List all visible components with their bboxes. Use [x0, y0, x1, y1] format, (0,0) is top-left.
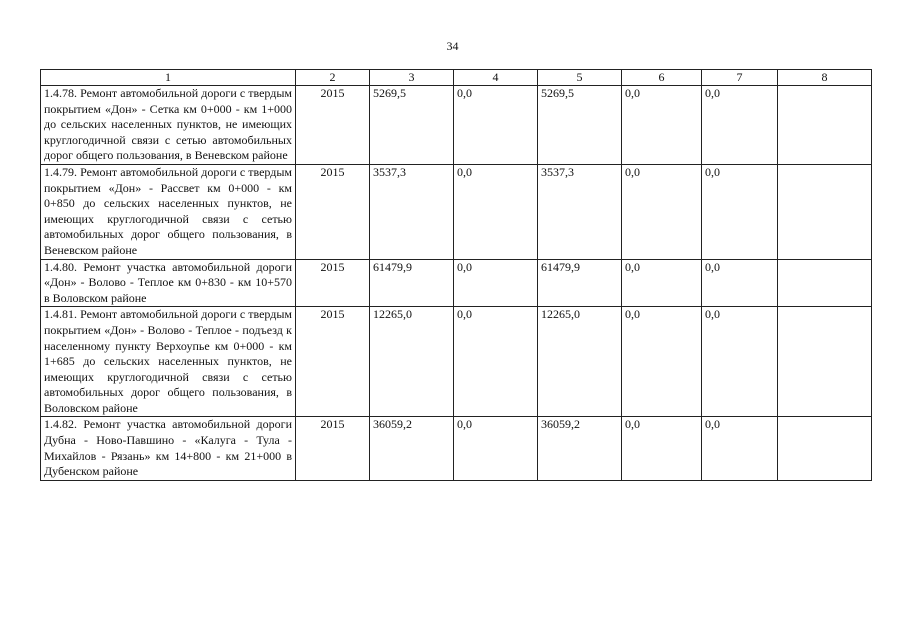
row-description: 1.4.82. Ремонт участка автомобильной дороги Дубна - Ново-Павшино - «Калуга - Тула - Михайлов - Рязань» км 14+800 - км 21+000 в Дубенском районе	[41, 417, 296, 480]
column-header-2: 2	[296, 70, 370, 86]
row-col7: 0,0	[702, 259, 778, 307]
row-col8	[778, 86, 872, 165]
row-col3: 61479,9	[370, 259, 454, 307]
row-col7: 0,0	[702, 417, 778, 480]
row-col4: 0,0	[454, 164, 538, 259]
column-header-1: 1	[41, 70, 296, 86]
table-row	[41, 259, 872, 307]
row-description: 1.4.80. Ремонт участка автомобильной дороги «Дон» - Волово - Теплое км 0+830 - км 10+570 в Воловском районе	[41, 259, 296, 307]
table-row	[41, 307, 872, 417]
row-col4: 0,0	[454, 86, 538, 165]
row-col6: 0,0	[622, 417, 702, 480]
row-col6: 0,0	[622, 307, 702, 417]
row-year: 2015	[296, 164, 370, 259]
column-header-5: 5	[538, 70, 622, 86]
column-header-8: 8	[778, 70, 872, 86]
row-year: 2015	[296, 417, 370, 480]
row-col8	[778, 307, 872, 417]
row-year: 2015	[296, 259, 370, 307]
row-col8	[778, 164, 872, 259]
row-col7: 0,0	[702, 307, 778, 417]
row-col5: 5269,5	[538, 86, 622, 165]
row-col3: 12265,0	[370, 307, 454, 417]
row-year: 2015	[296, 307, 370, 417]
row-col3: 36059,2	[370, 417, 454, 480]
page-number: 34	[446, 39, 459, 53]
column-header-3: 3	[370, 70, 454, 86]
table-row	[41, 86, 872, 165]
row-col3: 5269,5	[370, 86, 454, 165]
row-col8	[778, 417, 872, 480]
row-description: 1.4.78. Ремонт автомобильной дороги с твердым покрытием «Дон» - Сетка км 0+000 - км 1+000 до сельских населенных пунктов, не имеющих круглогодичной связи с сетью автомобильных дорог общего пользования, в Веневском районе	[41, 86, 296, 165]
row-col5: 36059,2	[538, 417, 622, 480]
column-header-7: 7	[702, 70, 778, 86]
table-row	[41, 164, 872, 259]
row-col6: 0,0	[622, 259, 702, 307]
budget-table	[40, 69, 872, 481]
row-col7: 0,0	[702, 86, 778, 165]
row-col7: 0,0	[702, 164, 778, 259]
column-header-6: 6	[622, 70, 702, 86]
row-description: 1.4.81. Ремонт автомобильной дороги с твердым покрытием «Дон» - Волово - Теплое - подъезд к населенному пункту Верхоупье км 0+000 - км 1+685 до сельских населенных пунктов, не имеющих круглогодичной связи с сетью автомобильных дорог общего пользования, в Воловском районе	[41, 307, 296, 417]
row-col5: 12265,0	[538, 307, 622, 417]
row-col6: 0,0	[622, 164, 702, 259]
table-header-row	[41, 70, 872, 86]
row-col6: 0,0	[622, 86, 702, 165]
row-col8	[778, 259, 872, 307]
row-col4: 0,0	[454, 417, 538, 480]
column-header-4: 4	[454, 70, 538, 86]
row-col5: 3537,3	[538, 164, 622, 259]
table-row	[41, 417, 872, 480]
row-description: 1.4.79. Ремонт автомобильной дороги с твердым покрытием «Дон» - Рассвет км 0+000 - км 0+850 до сельских населенных пунктов, не имеющих круглогодичной связи с сетью автомобильных дорог общего пользования, в Веневском районе	[41, 164, 296, 259]
row-year: 2015	[296, 86, 370, 165]
row-col4: 0,0	[454, 259, 538, 307]
row-col4: 0,0	[454, 307, 538, 417]
row-col5: 61479,9	[538, 259, 622, 307]
row-col3: 3537,3	[370, 164, 454, 259]
